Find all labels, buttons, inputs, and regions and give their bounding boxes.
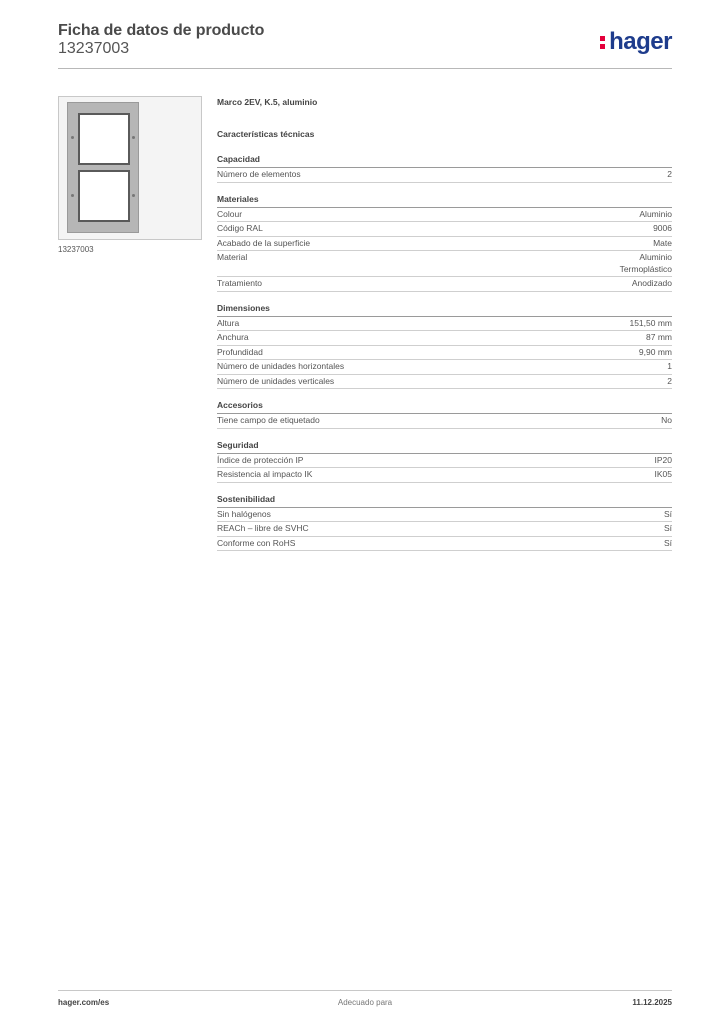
- spec-value: Sí: [663, 537, 672, 548]
- spec-sheet: [217, 96, 672, 562]
- spec-label: Conforme con RoHS: [217, 537, 296, 548]
- footer-date: 11.12.2025: [632, 998, 672, 1007]
- spec-row: [217, 251, 672, 277]
- footer-suitable-for: Adecuado para: [337, 998, 393, 1007]
- technical-characteristics-heading: Características técnicas: [217, 129, 315, 139]
- spec-row: [217, 168, 672, 183]
- spec-label: Anchura: [217, 332, 249, 342]
- spec-label: Número de elementos: [217, 169, 301, 179]
- spec-row: [217, 508, 672, 523]
- logo-text: hager: [609, 28, 672, 55]
- spec-row: [217, 237, 672, 252]
- spec-row: [217, 331, 672, 346]
- spec-group-title: Dimensiones: [217, 303, 672, 317]
- spec-label: Tratamiento: [217, 278, 263, 288]
- spec-value: Aluminio: [639, 208, 672, 219]
- spec-value: No: [661, 415, 672, 425]
- spec-group: [217, 303, 672, 390]
- spec-row: [217, 414, 672, 429]
- spec-label: Número de unidades horizontales: [217, 361, 345, 371]
- screw-icon: [71, 194, 74, 197]
- spec-label: Profundidad: [217, 346, 263, 357]
- spec-row: [217, 208, 672, 223]
- spec-row: [217, 360, 672, 375]
- screw-icon: [71, 136, 74, 139]
- spec-row: [217, 468, 672, 483]
- spec-group-title: Seguridad: [217, 440, 672, 454]
- product-image: [58, 96, 202, 240]
- spec-row: [217, 317, 672, 332]
- spec-label: Sin halógenos: [217, 508, 271, 519]
- spec-group: [217, 400, 672, 429]
- frame-illustration: [67, 102, 139, 233]
- spec-value: 2: [667, 169, 672, 179]
- image-caption: 13237003: [58, 245, 94, 254]
- spec-value: 2: [667, 375, 672, 386]
- spec-value: 9006: [653, 223, 672, 233]
- spec-group: [217, 194, 672, 292]
- spec-value: Sí: [663, 508, 672, 519]
- spec-value: IK05: [654, 469, 672, 479]
- spec-row: [217, 454, 672, 469]
- page-header: [58, 20, 674, 68]
- frame-opening-bottom: [78, 170, 130, 222]
- product-code: 13237003: [58, 40, 130, 57]
- spec-row: [217, 222, 672, 237]
- screw-icon: [132, 194, 135, 197]
- spec-value: Sí: [663, 523, 672, 533]
- product-name: Marco 2EV, K.5, aluminio: [217, 97, 318, 107]
- spec-label: Código RAL: [217, 223, 263, 233]
- spec-label: Índice de protección IP: [217, 454, 304, 465]
- spec-label: Número de unidades verticales: [217, 375, 335, 386]
- spec-row: [217, 537, 672, 552]
- spec-label: Acabado de la superficie: [217, 237, 311, 248]
- footer-website-link[interactable]: hager.com/es: [58, 998, 110, 1007]
- spec-group-title: Materiales: [217, 194, 672, 208]
- spec-label: Colour: [217, 208, 243, 219]
- spec-row: [217, 277, 672, 292]
- spec-group: [217, 154, 672, 183]
- spec-value: 9,90 mm: [638, 346, 672, 357]
- frame-opening-top: [78, 113, 130, 165]
- spec-value: Aluminio Termoplástico: [619, 252, 672, 274]
- spec-label: Tiene campo de etiquetado: [217, 415, 320, 425]
- spec-label: Material: [217, 252, 248, 262]
- logo-dots-icon: [600, 34, 606, 50]
- spec-group: [217, 494, 672, 552]
- spec-value: 1: [667, 361, 672, 371]
- spec-row: [217, 346, 672, 361]
- spec-label: Altura: [217, 317, 240, 328]
- footer-divider: [58, 990, 672, 991]
- spec-value: Mate: [653, 237, 672, 248]
- spec-value: Anodizado: [631, 278, 672, 288]
- spec-value: IP20: [654, 454, 672, 465]
- header-divider: [58, 68, 672, 69]
- spec-value: 87 mm: [646, 332, 672, 342]
- spec-group-title: Accesorios: [217, 400, 672, 414]
- spec-label: Resistencia al impacto IK: [217, 469, 313, 479]
- spec-row: [217, 522, 672, 537]
- hager-logo[interactable]: [600, 28, 672, 56]
- spec-groups: [217, 154, 672, 551]
- spec-value: 151,50 mm: [629, 317, 672, 328]
- spec-group-title: Capacidad: [217, 154, 672, 168]
- spec-label: REACh – libre de SVHC: [217, 523, 309, 533]
- spec-row: [217, 375, 672, 390]
- page-title: Ficha de datos de producto: [58, 22, 265, 39]
- spec-group-title: Sostenibilidad: [217, 494, 672, 508]
- spec-group: [217, 440, 672, 483]
- screw-icon: [132, 136, 135, 139]
